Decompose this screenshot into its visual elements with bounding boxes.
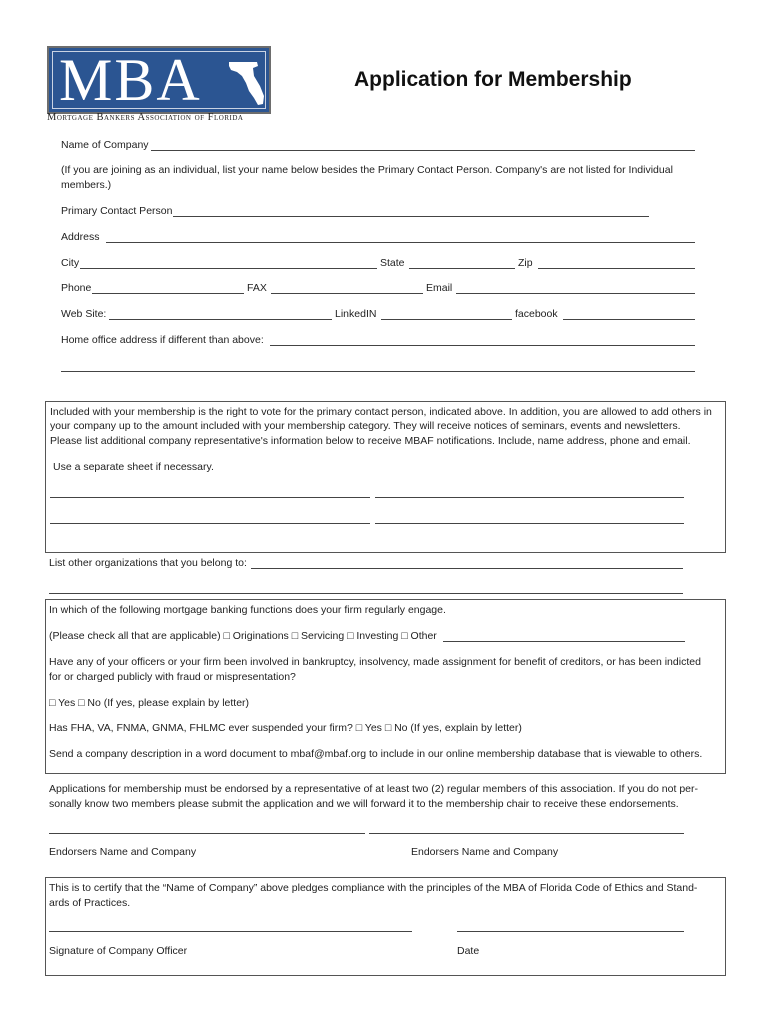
linkedin-label: LinkedIN xyxy=(335,308,377,320)
phone-label: Phone xyxy=(61,282,92,294)
endorser-field-right[interactable] xyxy=(369,833,684,834)
bankruptcy-question-2: for or charged publicly with fraud or mispresentation? xyxy=(49,671,296,683)
functions-options[interactable]: (Please check all that are applicable) □ Originations □ Servicing □ Investing □ Other xyxy=(49,630,437,642)
home-office-label: Home office address if different than above: xyxy=(61,334,264,346)
email-label: Email xyxy=(426,282,453,294)
state-field[interactable] xyxy=(409,268,515,269)
bankruptcy-yes-no[interactable]: □ Yes □ No (If yes, please explain by letter) xyxy=(49,697,250,709)
page-title: Application for Membership xyxy=(354,68,632,91)
individual-note-line2: members.) xyxy=(61,179,112,191)
other-orgs-field[interactable] xyxy=(251,568,683,569)
logo-subtitle: Mortgage Bankers Association of Florida xyxy=(47,112,244,123)
separate-sheet-note: Use a separate sheet if necessary. xyxy=(53,461,214,473)
other-orgs-label: List other organizations that you belong to: xyxy=(49,557,247,569)
signature-label: Signature of Company Officer xyxy=(49,945,188,957)
phone-field[interactable] xyxy=(92,293,244,294)
address-label: Address xyxy=(61,231,100,243)
endorsement-text-1: Applications for membership must be endorsed by a representative of at least two (2) regular members of this association. If you do not per- xyxy=(49,783,698,795)
endorser-label-left: Endorsers Name and Company xyxy=(49,846,197,858)
website-label: Web Site: xyxy=(61,308,107,320)
zip-field[interactable] xyxy=(538,268,695,269)
mba-logo xyxy=(47,46,271,114)
endorser-label-right: Endorsers Name and Company xyxy=(411,846,559,858)
other-orgs-field-2[interactable] xyxy=(49,593,683,594)
logo-text: MBA xyxy=(59,47,202,113)
primary-contact-field[interactable] xyxy=(173,216,649,217)
address-field[interactable] xyxy=(106,242,695,243)
individual-note-line1: (If you are joining as an individual, list your name below besides the Primary Contact Person. Company's are not listed for Individual xyxy=(61,164,673,176)
certify-text-2: ards of Practices. xyxy=(49,897,131,909)
website-field[interactable] xyxy=(109,319,332,320)
other-function-field[interactable] xyxy=(443,641,685,642)
endorser-field-left[interactable] xyxy=(49,833,365,834)
bankruptcy-question-1: Have any of your officers or your firm been involved in bankruptcy, insolvency, made assignment for benefit of creditors, or has been indicted xyxy=(49,656,701,668)
representatives-text-3: Please list additional company representative's information below to receive MBAF notifications. Include, name address, phone and email. xyxy=(50,435,691,447)
primary-contact-label: Primary Contact Person xyxy=(61,205,173,217)
city-label: City xyxy=(61,257,80,269)
functions-question: In which of the following mortgage banking functions does your firm regularly engage. xyxy=(49,604,446,616)
representative-field-4[interactable] xyxy=(375,523,684,524)
representative-field-3[interactable] xyxy=(50,523,370,524)
signature-field[interactable] xyxy=(49,931,412,932)
representatives-text-2: your company up to the amount included with your membership category. They will receive notices of seminars, events and newsletters. xyxy=(50,420,681,432)
fax-label: FAX xyxy=(247,282,267,294)
representative-field-2[interactable] xyxy=(375,497,684,498)
fax-field[interactable] xyxy=(271,293,423,294)
description-note: Send a company description in a word document to mbaf@mbaf.org to include in our online membership database that is viewable to others. xyxy=(49,748,703,760)
city-field[interactable] xyxy=(80,268,377,269)
facebook-field[interactable] xyxy=(563,319,695,320)
linkedin-field[interactable] xyxy=(381,319,512,320)
representatives-text-1: Included with your membership is the right to vote for the primary contact person, indicated above. In addition, you are allowed to add others in xyxy=(50,406,712,418)
representative-field-1[interactable] xyxy=(50,497,370,498)
state-label: State xyxy=(380,257,405,269)
florida-map-icon xyxy=(227,58,267,108)
home-office-field[interactable] xyxy=(270,345,695,346)
date-field[interactable] xyxy=(457,931,684,932)
home-office-field-2[interactable] xyxy=(61,371,695,372)
endorsement-text-2: sonally know two members please submit the application and we will forward it to the membership chair to receive these endorsements. xyxy=(49,798,679,810)
email-field[interactable] xyxy=(456,293,695,294)
certify-text-1: This is to certify that the “Name of Company” above pledges compliance with the principles of the MBA of Florida Code of Ethics and Stand- xyxy=(49,882,698,894)
company-label: Name of Company xyxy=(61,139,149,151)
date-label: Date xyxy=(457,945,480,957)
facebook-label: facebook xyxy=(515,308,558,320)
suspended-question[interactable]: Has FHA, VA, FNMA, GNMA, FHLMC ever suspended your firm? □ Yes □ No (If yes, explain by letter) xyxy=(49,722,522,734)
company-field[interactable] xyxy=(151,150,695,151)
zip-label: Zip xyxy=(518,257,533,269)
